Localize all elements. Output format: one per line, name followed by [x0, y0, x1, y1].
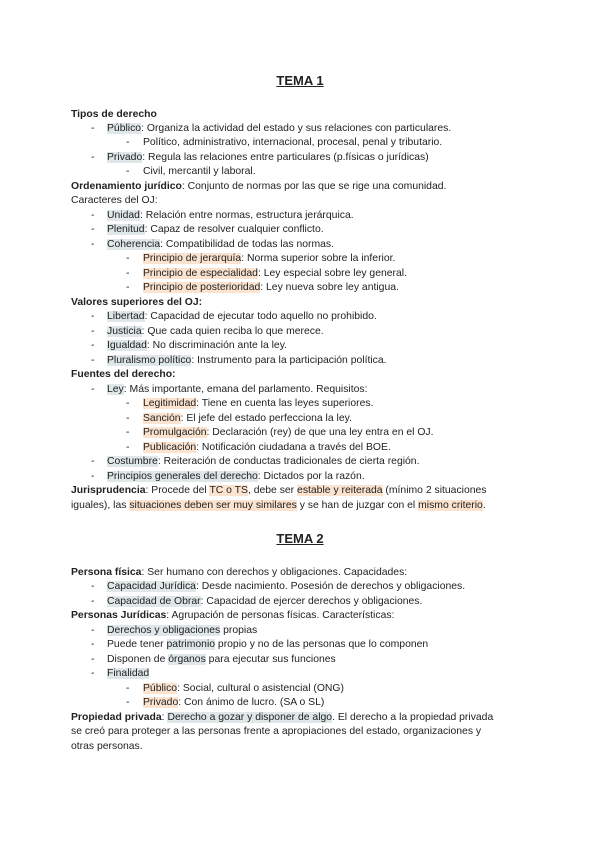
- sub-list-item-text: Principio de jerarquía: Norma superior sobre la inferior.: [143, 253, 396, 264]
- list-item-dash: -: [91, 239, 95, 250]
- sub-list-item: -: [126, 253, 130, 264]
- tema2-heading: TEMA 2: [276, 531, 324, 546]
- sub-list-item-text: Legitimidad: Tiene en cuenta las leyes superiores.: [143, 398, 374, 409]
- fuentes-heading: Fuentes del derecho:: [71, 369, 176, 380]
- sub-list-item-text: Público: Social, cultural o asistencial (ONG): [143, 683, 344, 694]
- sub-list-item: -: [126, 683, 130, 694]
- sub-list-item-text: Político, administrativo, internacional, procesal, penal y tributario.: [143, 137, 443, 148]
- list-item-dash: -: [91, 224, 95, 235]
- sub-list-item: -: [126, 282, 130, 293]
- list-item: Justicia: Que cada quien reciba lo que merece.: [107, 326, 324, 337]
- sub-list-item-text: Privado: Con ánimo de lucro. (SA o SL): [143, 697, 325, 708]
- caracteres-line: Caracteres del OJ:: [71, 195, 158, 206]
- sub-list-item: -: [126, 268, 130, 279]
- list-item-dash: -: [91, 384, 95, 395]
- list-item-dash: -: [91, 471, 95, 482]
- sub-list-item: -: [126, 442, 130, 453]
- sub-list-item-text: Principio de posterioridad: Ley nueva sobre ley antigua.: [143, 282, 399, 293]
- sub-list-item: -: [126, 166, 130, 177]
- list-item: Capacidad de Obrar: Capacidad de ejercer derechos y obligaciones.: [107, 596, 423, 607]
- sub-list-item-text: Civil, mercantil y laboral.: [143, 166, 256, 177]
- sub-list-item: -: [126, 413, 130, 424]
- list-item: Coherencia: Compatibilidad de todas las normas.: [107, 239, 334, 250]
- propiedad-line-3: otras personas.: [71, 741, 143, 752]
- list-item: Derechos y obligaciones propias: [107, 625, 258, 636]
- sub-list-item: -: [126, 398, 130, 409]
- jurisprudencia-line-2: iguales), las situaciones deben ser muy similares y se han de juzgar con el mismo criterio.: [71, 500, 486, 511]
- list-item-dash: -: [91, 596, 95, 607]
- list-item: Finalidad: [107, 668, 150, 679]
- list-item-dash: -: [91, 625, 95, 636]
- tema1-heading: TEMA 1: [276, 73, 324, 88]
- list-item: Costumbre: Reiteración de conductas tradicionales de cierta región.: [107, 456, 420, 467]
- list-item: Plenitud: Capaz de resolver cualquier conflicto.: [107, 224, 324, 235]
- list-item: Ley: Más importante, emana del parlamento. Requisitos:: [107, 384, 368, 395]
- list-item-dash: -: [91, 340, 95, 351]
- propiedad-line-1: Propiedad privada: Derecho a gozar y disponer de algo. El derecho a la propiedad privada: [71, 712, 494, 723]
- sub-list-item-text: Promulgación: Declaración (rey) de que una ley entra en el OJ.: [143, 427, 434, 438]
- list-item-dash: -: [91, 581, 95, 592]
- sub-list-item-text: Principio de especialidad: Ley especial sobre ley general.: [143, 268, 407, 279]
- tipos-heading: Tipos de derecho: [71, 109, 157, 120]
- list-item: Capacidad Jurídica: Desde nacimiento. Posesión de derechos y obligaciones.: [107, 581, 466, 592]
- list-item-dash: -: [91, 210, 95, 221]
- list-item: Libertad: Capacidad de ejecutar todo aquello no prohibido.: [107, 311, 377, 322]
- list-item: Público: Organiza la actividad del estado y sus relaciones con particulares.: [107, 123, 452, 134]
- sub-list-item-text: Sanción: El jefe del estado perfecciona la ley.: [143, 413, 352, 424]
- sub-list-item-text: Publicación: Notificación ciudadana a través del BOE.: [143, 442, 391, 453]
- list-item-dash: -: [91, 639, 95, 650]
- list-item-dash: -: [91, 654, 95, 665]
- document-page: TEMA 1 Tipos de derecho - Público: Organiza la actividad del estado y sus relaciones con particulares. - Político, administrativo, internacional, procesal, penal y tributario. - Privado: Regula las relaciones entre particulares (p.físicas o jurídicas) - Civil, mercantil y laboral. Ordenamiento jurídico: Conjunto de normas por las que se rige una comunidad. Caracteres del OJ: - Unidad: Relación entre normas, estructura jerárquica. - Plenitud: Capaz de resolver cualquier conflicto. - Coherencia: Compatibilidad de todas las normas. - Principio de jerarquía: Norma superior sobre la inferior. - Principio de especialidad: Ley especial sobre ley general. - Principio de posterioridad: Ley nueva sobre ley antigua. Valores superiores del OJ: - Libertad: Capacidad de ejecutar todo aquello no prohibido. - Justicia: Que cada quien reciba lo que merece. - Igualdad: No discriminación ante la ley. - Pluralismo político: Instrumento para la participación política. Fuentes del derecho: - Ley: Más importante, emana del parlamento. Requisitos: - Legitimidad: Tiene en cuenta las leyes superiores. - Sanción: El jefe del estado perfecciona la ley. - Promulgación: Declaración (rey) de que una ley entra en el OJ. - Publicación: Notificación ciudadana a través del BOE. - Costumbre: Reiteración de conductas tradicionales de cierta región. - Principios generales del derecho: Dictados por la razón. Jurisprudencia: Procede del TC o TS, debe ser estable y reiterada (mínimo 2 situaciones iguales), las situaciones deben ser muy similares y se han de juzgar con el mismo criterio. TEMA 2 Persona física: Ser humano con derechos y obligaciones. Capacidades: - Capacidad Jurídica: Desde nacimiento. Posesión de derechos y obligaciones. - Capacidad de Obrar: Capacidad de ejercer derechos y obligaciones. Personas Jurídicas: Agrupación de personas físicas. Características: - Derechos y obligaciones propias - Puede tener patrimonio propio y no de las personas que lo componen - Disponen de órganos para ejecutar sus funciones - Finalidad - Público: Social, cultural o asistencial (ONG) - Privado: Con ánimo de lucro. (SA o SL) Propiedad privada: Derecho a gozar y disponer de algo. El derecho a la propiedad privada se creó para proteger a las personas frente a apropiaciones del estado, organizaciones y otras personas.: [0, 0, 600, 848]
- sub-list-item: -: [126, 427, 130, 438]
- list-item-dash: -: [91, 668, 95, 679]
- list-item: Unidad: Relación entre normas, estructura jerárquica.: [107, 210, 354, 221]
- ordenamiento-line: Ordenamiento jurídico: Conjunto de normas por las que se rige una comunidad.: [71, 181, 447, 192]
- persona-fisica-line: Persona física: Ser humano con derechos y obligaciones. Capacidades:: [71, 567, 408, 578]
- list-item-dash: -: [91, 355, 95, 366]
- valores-heading: Valores superiores del OJ:: [71, 297, 203, 308]
- list-item: Puede tener patrimonio propio y no de las personas que lo componen: [107, 639, 429, 650]
- list-item: Privado: Regula las relaciones entre particulares (p.físicas o jurídicas): [107, 152, 429, 163]
- list-item-dash: -: [91, 456, 95, 467]
- personas-juridicas-line: Personas Jurídicas: Agrupación de personas físicas. Características:: [71, 610, 395, 621]
- propiedad-line-2: se creó para proteger a las personas frente a apropiaciones del estado, organizaciones y: [71, 726, 482, 737]
- list-item: Principios generales del derecho: Dictados por la razón.: [107, 471, 365, 482]
- jurisprudencia-line-1: Jurisprudencia: Procede del TC o TS, debe ser estable y reiterada (mínimo 2 situaciones: [71, 485, 487, 496]
- sub-list-item: -: [126, 697, 130, 708]
- sub-list-item: -: [126, 137, 130, 148]
- list-item: Igualdad: No discriminación ante la ley.: [107, 340, 288, 351]
- list-item-dash: -: [91, 152, 95, 163]
- list-item: Disponen de órganos para ejecutar sus funciones: [107, 654, 336, 665]
- list-item: Pluralismo político: Instrumento para la participación política.: [107, 355, 387, 366]
- list-item-dash: -: [91, 311, 95, 322]
- list-item-dash: -: [91, 326, 95, 337]
